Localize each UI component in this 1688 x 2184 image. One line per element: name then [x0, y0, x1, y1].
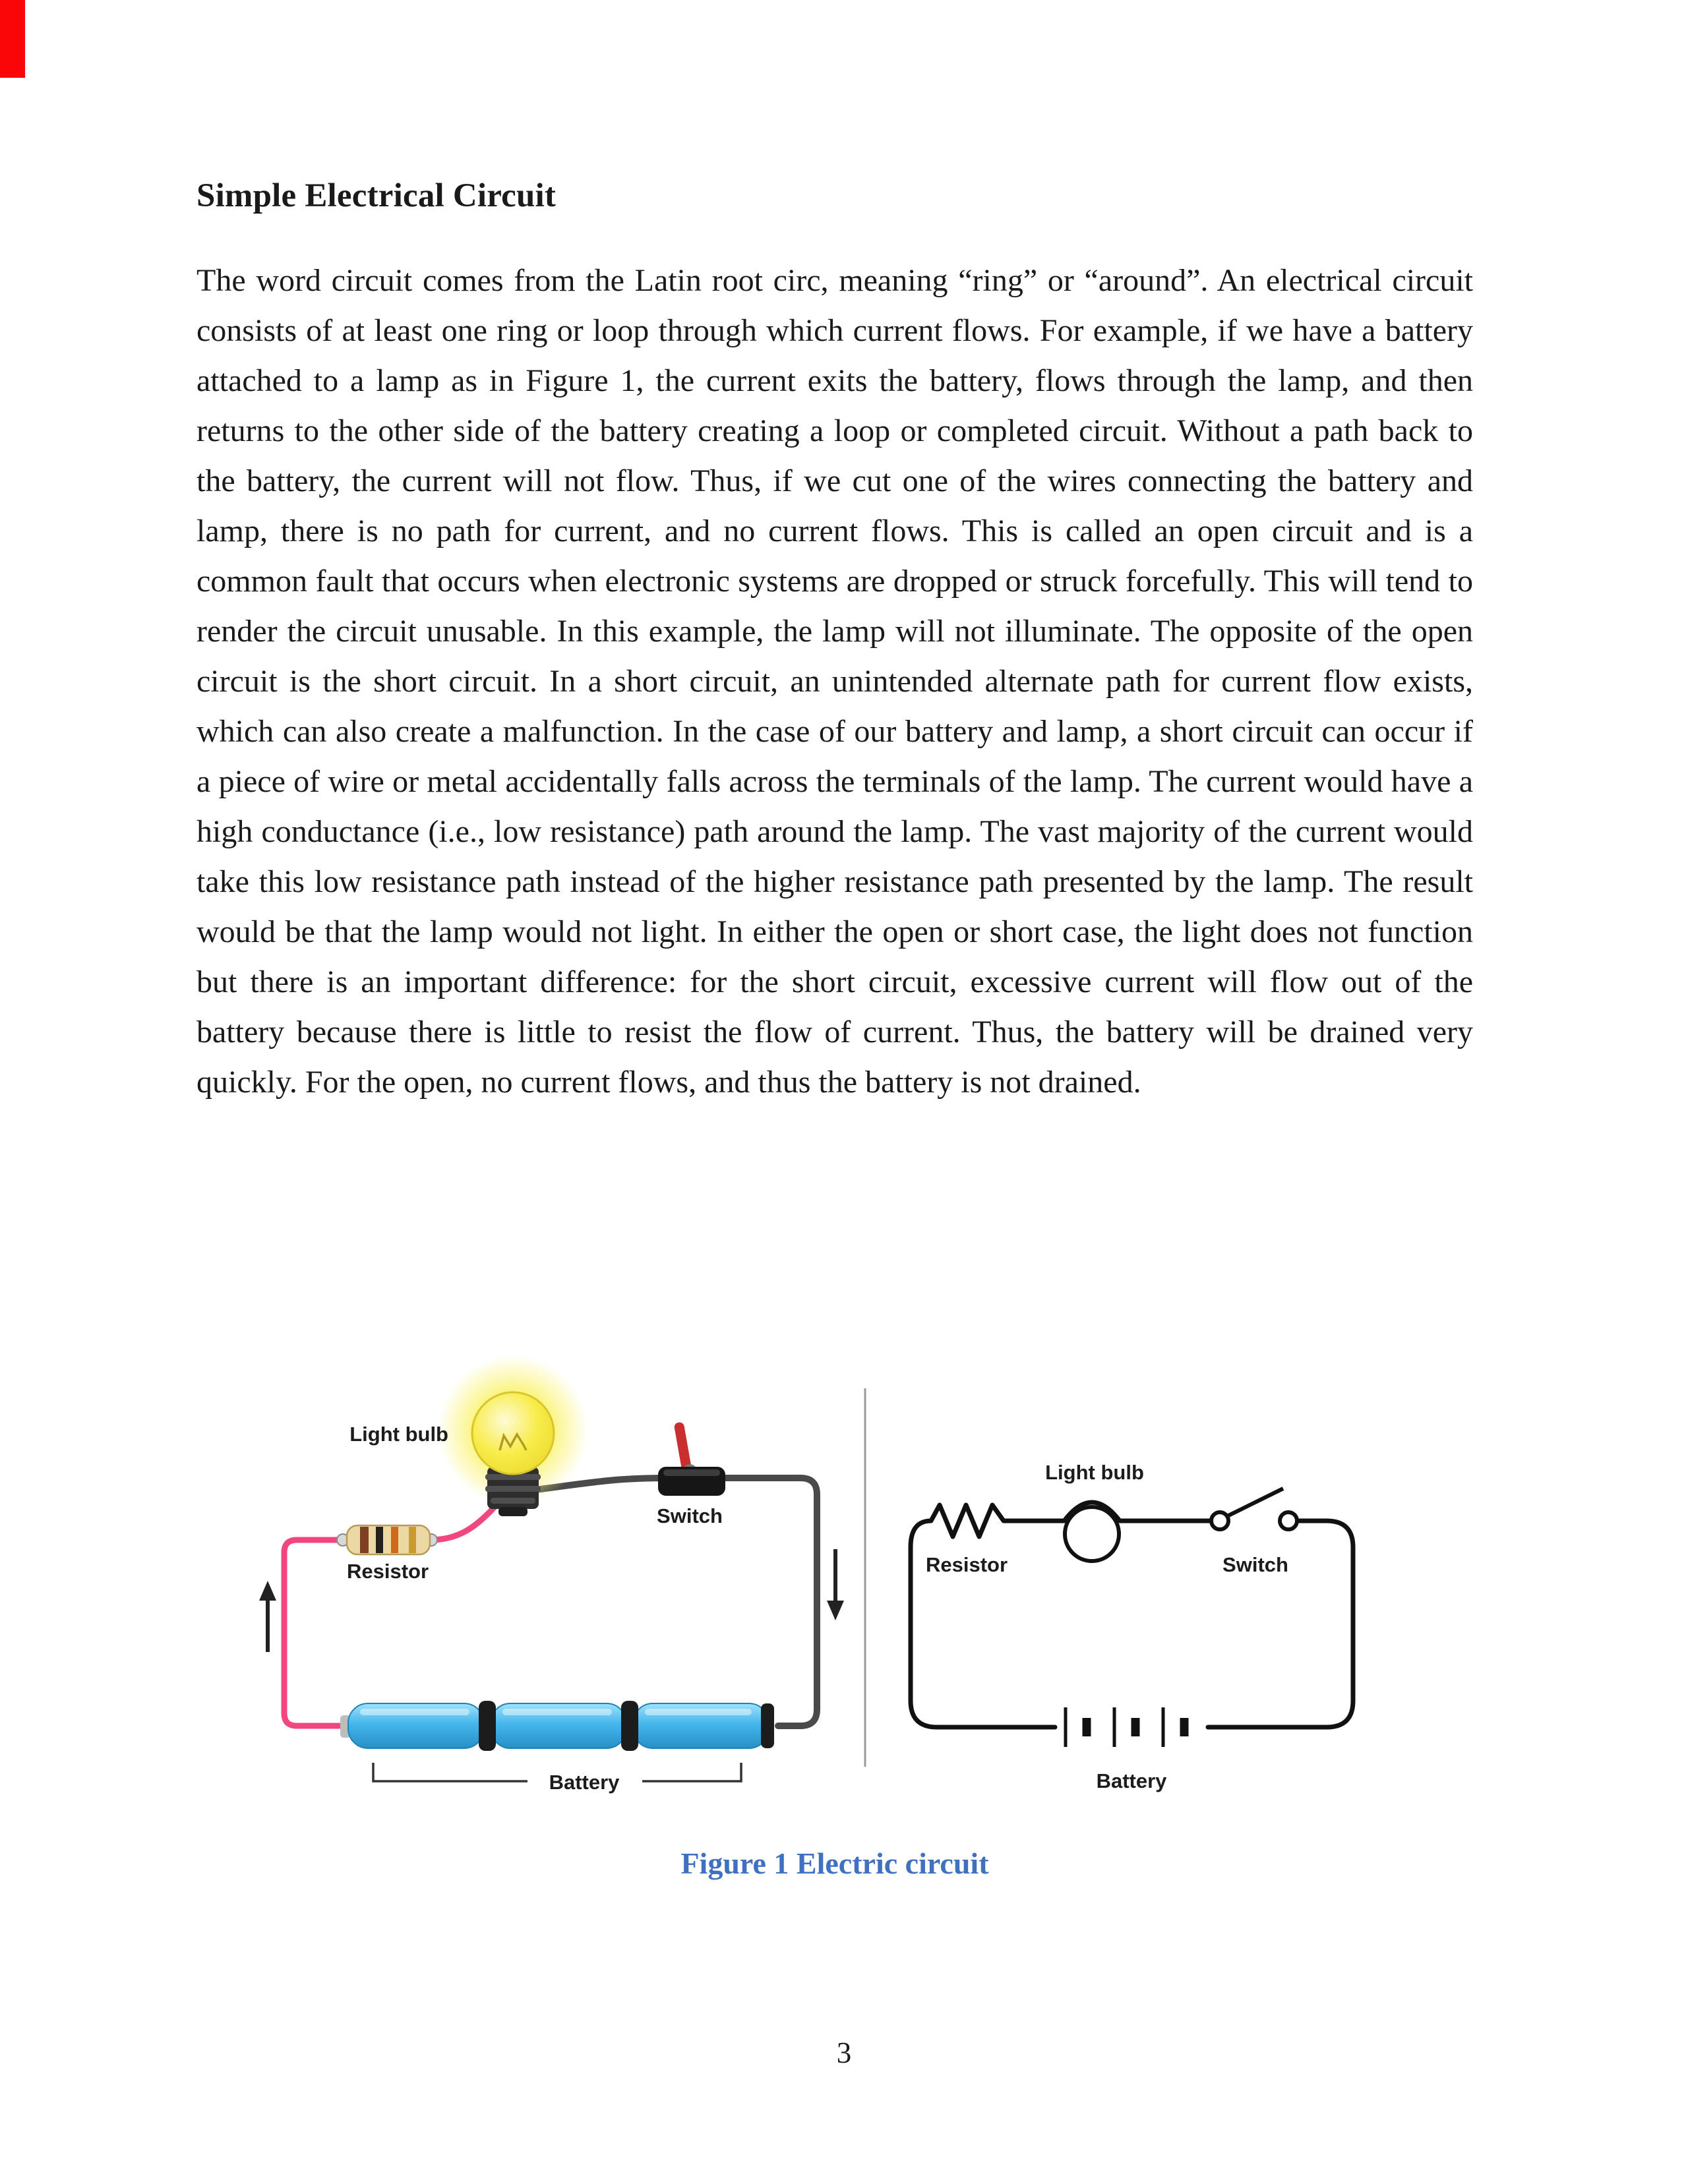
battery-bracket-left: [373, 1763, 528, 1781]
bulb-base-tip: [498, 1507, 528, 1516]
battery-highlight: [360, 1709, 469, 1715]
bulb-base-ridge: [491, 1498, 535, 1504]
resistor-band: [391, 1527, 398, 1553]
pictorial-battery: [340, 1701, 774, 1781]
resistor-band: [409, 1527, 416, 1553]
schematic-lamp-symbol: [1065, 1507, 1119, 1561]
schematic-circuit: [911, 1461, 1353, 1792]
pictorial-battery-label: Battery: [549, 1771, 620, 1794]
figure-1: [196, 1337, 1490, 1798]
schematic-battery-symbol: [1066, 1707, 1184, 1747]
schematic-switch-symbol: [1211, 1489, 1297, 1529]
schematic-loop-with-resistor: [911, 1502, 1353, 1727]
bulb-base-ridge: [485, 1486, 541, 1492]
schematic-lightbulb-label: Light bulb: [1045, 1461, 1144, 1484]
schematic-switch-label: Switch: [1222, 1553, 1288, 1576]
bulb-glass: [472, 1392, 554, 1474]
pink-wire-resistor-to-bulb: [430, 1507, 495, 1540]
pictorial-light-bulb: [438, 1355, 588, 1516]
resistor-body: [347, 1525, 430, 1554]
pictorial-resistor-label: Resistor: [347, 1560, 429, 1583]
switch-body-highlight: [663, 1469, 720, 1476]
schematic-resistor-label: Resistor: [925, 1553, 1008, 1576]
pink-wire-left-loop: [284, 1540, 352, 1726]
current-arrow-up: [259, 1581, 276, 1652]
battery-separator: [621, 1701, 638, 1751]
schematic-battery-label: Battery: [1096, 1769, 1167, 1792]
pictorial-lightbulb-label: Light bulb: [349, 1423, 448, 1446]
page-title: Simple Electrical Circuit: [196, 177, 557, 214]
current-arrow-down: [827, 1549, 844, 1620]
battery-highlight: [645, 1709, 752, 1715]
pictorial-circuit: [259, 1355, 844, 1794]
battery-separator: [479, 1701, 496, 1751]
pictorial-switch: [658, 1421, 725, 1496]
resistor-band: [360, 1527, 369, 1553]
pictorial-switch-label: Switch: [657, 1504, 723, 1527]
resistor-band: [376, 1527, 383, 1553]
pictorial-resistor: [337, 1525, 437, 1554]
page-number: 3: [836, 2036, 852, 2069]
battery-highlight: [502, 1709, 612, 1715]
figure-caption: Figure 1 Electric circuit: [680, 1846, 989, 1880]
body-paragraph: The word circuit comes from the Latin root circ, meaning “ring” or “around”. An electrical circuit consists of at least one ring or loop through which current flows. For example, if we have a battery attached to a lamp as in Figure 1, the current exits the battery, flows through the lamp, and then returns to the other side of the battery creating a loop or completed circuit. Without a path back to the battery, the current will not flow. Thus, if we cut one of the wires connecting the battery and lamp, there is no path for current, and no current flows. This is called an open circuit and is a common fault that occurs when electronic systems are dropped or struck forcefully. This will tend to render the circuit unusable. In this example, the lamp will not illuminate. The opposite of the open circuit is the short circuit. In a short circuit, an unintended alternate path for current flow exists, which can also create a malfunction. In the case of our battery and lamp, a short circuit can occur if a piece of wire or metal accidentally falls across the terminals of the lamp. The current would have a high conductance (i.e., low resistance) path around the lamp. The vast majority of the current would take this low resistance path instead of the higher resistance path presented by the lamp. The result would be that the lamp would not light. In either the open or short case, the light does not function but there is an important difference: for the short circuit, excessive current will flow out of the battery because there is little to resist the flow of current. Thus, the battery will be drained very quickly. For the open, no current flows, and thus the battery is not drained.: [196, 263, 1473, 1100]
battery-cap-right: [761, 1703, 774, 1748]
circuit-figure-svg: [196, 1337, 1490, 1798]
battery-bracket-right: [642, 1763, 741, 1781]
red-edge-marker: [0, 0, 25, 78]
